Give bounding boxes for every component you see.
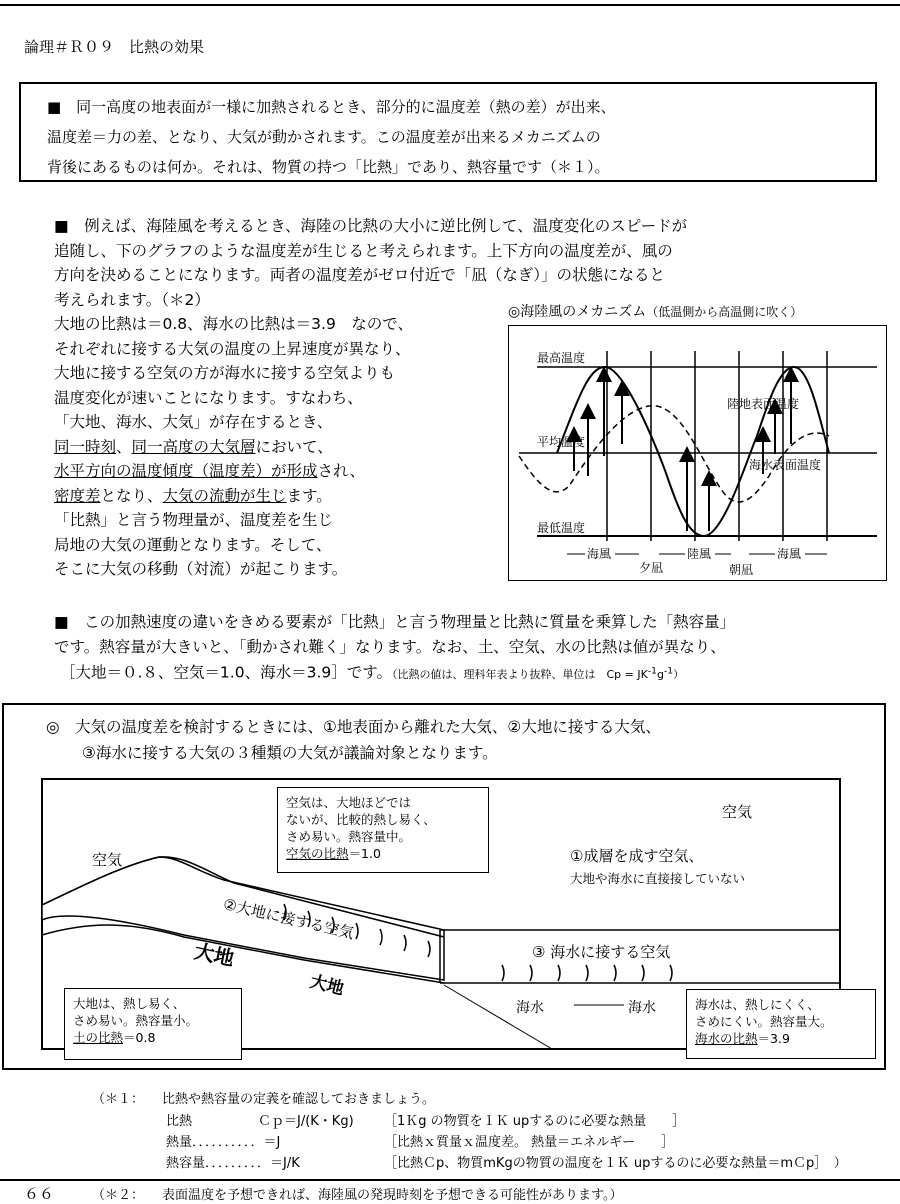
sea-air-label: ③ 海水に接する空気 [532, 943, 671, 961]
text: ＝3.9 [757, 1031, 790, 1046]
def-term-3: 熱容量．．．．．．．．．＝J/K [166, 1156, 300, 1171]
land-curve [557, 367, 829, 536]
underlined-text: 同一高度の大気層 [131, 437, 256, 456]
atmosphere-diagram-box [2, 703, 886, 1070]
underlined-text: 空気の比熱 [286, 846, 349, 861]
note-line: 空気は、大地ほどでは [286, 795, 412, 810]
chart-svg [509, 326, 886, 580]
note-line: 海水は、熱しにくく、 [695, 997, 820, 1012]
underlined-text: 土の比熱 [73, 1030, 124, 1045]
unit-note [392, 665, 685, 681]
text: され、 [317, 462, 365, 480]
land-note [64, 988, 242, 1060]
para-line: 方向を決めることになります。両者の温度差がゼロ付近で「凪（なぎ）」の状態になると [54, 266, 666, 284]
sea-label-2: 海水 [628, 1000, 656, 1016]
bottom-rule [0, 1179, 900, 1181]
page-heading: 論理＃Ｒ０９ 比熱の効果 [24, 38, 205, 56]
note-line: さめ易い。熱容量中。 [286, 829, 412, 844]
def-desc-1: ［1Ｋg の物質を１Ｋ upするのに必要な熱量 ］ [384, 1114, 686, 1129]
def-desc-3: ［比熱Ｃp、物質mKgの物質の温度を１Ｋ upするのに必要な熱量＝mＣp］ ） [384, 1156, 847, 1171]
chart-subtitle: （低温側から高温側に吹く） [646, 305, 803, 319]
text: ） [673, 667, 685, 681]
stratified-air-sub: 大地や海水に直接接していない [570, 871, 746, 886]
avg-label: 平均温度 [537, 435, 586, 449]
air-note [277, 787, 489, 873]
note-line: 大地は、熱し易く、 [73, 996, 186, 1011]
para-line: 温度変化が速いことになります。すなわち、 [54, 388, 363, 407]
intro-line: ■ 同一高度の地表面が一様に加熱されるとき、部分的に温度差（熱の差）が出来、 [47, 98, 616, 116]
para-line: 局地の大気の運動となります。そして、 [54, 535, 332, 554]
para-line: 「比熱」と言う物理量が、温度差を生じ [54, 511, 334, 529]
chart-title [508, 301, 802, 321]
sky-label-right: 空気 [722, 803, 753, 821]
text: となり、 [100, 486, 163, 505]
sea-note [686, 989, 876, 1059]
calm-label-morning: 朝凪 [729, 563, 754, 577]
top-rule [0, 4, 900, 6]
para-line [54, 659, 735, 687]
def-desc-2: ［比熱ｘ質量ｘ温度差。 熱量＝エネルギー ］ [384, 1135, 675, 1150]
intro-line: 背後にあるものは何か。それは、物質の持つ「比熱」であり、熱容量です（＊１）。 [47, 158, 610, 176]
underlined-text: 大気の流動が生じ [162, 486, 287, 505]
land-temp-label: 陸地表面温度 [727, 397, 800, 411]
sea-floor [444, 985, 552, 1049]
box2-line: ③海水に接する大気の３種類の大気が議論対象となります。 [82, 744, 498, 762]
text: -1 [647, 665, 657, 676]
text: -1 [663, 665, 674, 676]
box2-line: ◎ 大気の温度差を検討するときには、①地表面から離れた大気、②大地に接する大気、 [46, 718, 661, 736]
wind-label-sea-2: 海風 [777, 547, 802, 561]
intro-box [19, 82, 877, 182]
para-line: ■ 例えば、海陸風を考えるとき、海陸の比熱の大小に逆比例して、温度変化のスピードが [54, 217, 688, 235]
note-line: さめにくい。熱容量大。 [695, 1014, 833, 1029]
text: （比熱の値は、理科年表より抜粋、単位は Cp = JK [392, 667, 648, 681]
text: において、 [255, 437, 333, 456]
underlined-text: 海水の比熱 [695, 1031, 758, 1046]
wind-label-sea-1: 海風 [587, 547, 612, 561]
air-squiggles-sea [502, 965, 672, 981]
para-line: ■ この加熱速度の違いをきめる要素が「比熱」と言う物理量と比熱に質量を乗算した「熱容量」 [54, 613, 736, 631]
footnote-1-text: 比熱や熱容量の定義を確認しておきましょう。 [162, 1092, 436, 1107]
text: ＝1.0 [348, 846, 381, 861]
calm-label-evening: 夕凪 [639, 561, 664, 575]
intro-line: 温度差＝力の差、となり、大気が動かされます。この温度差が出来るメカニズムの [47, 128, 601, 146]
para-line: 考えられます。（＊2） [54, 290, 210, 309]
note-line [695, 1030, 867, 1047]
def-term-2: 熱量．．．．．．．．．．＝J [166, 1135, 281, 1150]
note-line [286, 845, 480, 862]
underlined-text: 水平方向の温度傾度（温度差）が形成 [54, 462, 318, 480]
text: ［大地＝０.８、空気＝1.0、海水＝3.9］です。 [60, 663, 392, 682]
def-term-1: 比熱 [166, 1114, 193, 1129]
sea-temp-label: 海水表面温度 [749, 458, 822, 472]
para-line: 大地に接する空気の方が海水に接する空気よりも [54, 364, 396, 382]
para-line: 大地の比熱は＝0.8、海水の比熱は＝3.9 なので、 [54, 315, 413, 333]
underlined-text: 密度差 [54, 486, 101, 505]
grid-lines [607, 351, 827, 541]
land-label-large: 大地 [192, 938, 237, 971]
sky-label-left: 空気 [92, 851, 123, 869]
underlined-text: 同一時刻 [54, 437, 117, 456]
text: ＝0.8 [123, 1030, 156, 1045]
footnote-1-label: （＊１： [92, 1092, 145, 1107]
stratified-air-label: ①成層を成す空気、 [570, 847, 704, 865]
text: 、 [116, 437, 132, 456]
note-line [73, 1029, 233, 1046]
note-line: ないが、比較的熱し易く、 [286, 812, 436, 827]
max-label: 最高温度 [537, 351, 586, 365]
footnote-2-label: （＊２： [92, 1188, 145, 1203]
para-line: 追随し、下のグラフのような温度差が生じると考えられます。上下方向の温度差が、風の [54, 241, 673, 260]
land-label: 大地 [307, 971, 346, 1000]
sea-label-1: 海水 [516, 1000, 544, 1016]
para-line: です。熱容量が大きいと、「動かされ難く」なります。なお、土、空気、水の比熱は値が異なり、 [54, 637, 726, 656]
chart-title-text: ◎海陸風のメカニズム [508, 304, 647, 320]
page-number: ６６ [24, 1185, 55, 1203]
text: ます。 [286, 486, 332, 505]
land-air-label: ②大地に接する空気 [221, 894, 356, 943]
sea-land-breeze-chart [508, 325, 887, 581]
para-line: そこに大気の移動（対流）が起こります。 [54, 560, 348, 578]
min-label: 最低温度 [537, 521, 586, 535]
para-line: それぞれに接する大気の温度の上昇速度が異なり、 [54, 339, 411, 358]
text: g [656, 667, 664, 681]
note-line: さめ易い。熱容量小。 [73, 1013, 199, 1028]
paragraph-heat-capacity [54, 610, 735, 687]
para-line: 「大地、海水、大気」が存在するとき、 [54, 413, 333, 431]
footnote-2-text: 表面温度を予想できれば、海陸風の発現時刻を予想できる可能性があります。） [162, 1188, 623, 1203]
wind-label-land: 陸風 [687, 547, 712, 561]
def-unit-1: Ｃｐ＝J/(K・Kg) [258, 1114, 354, 1129]
